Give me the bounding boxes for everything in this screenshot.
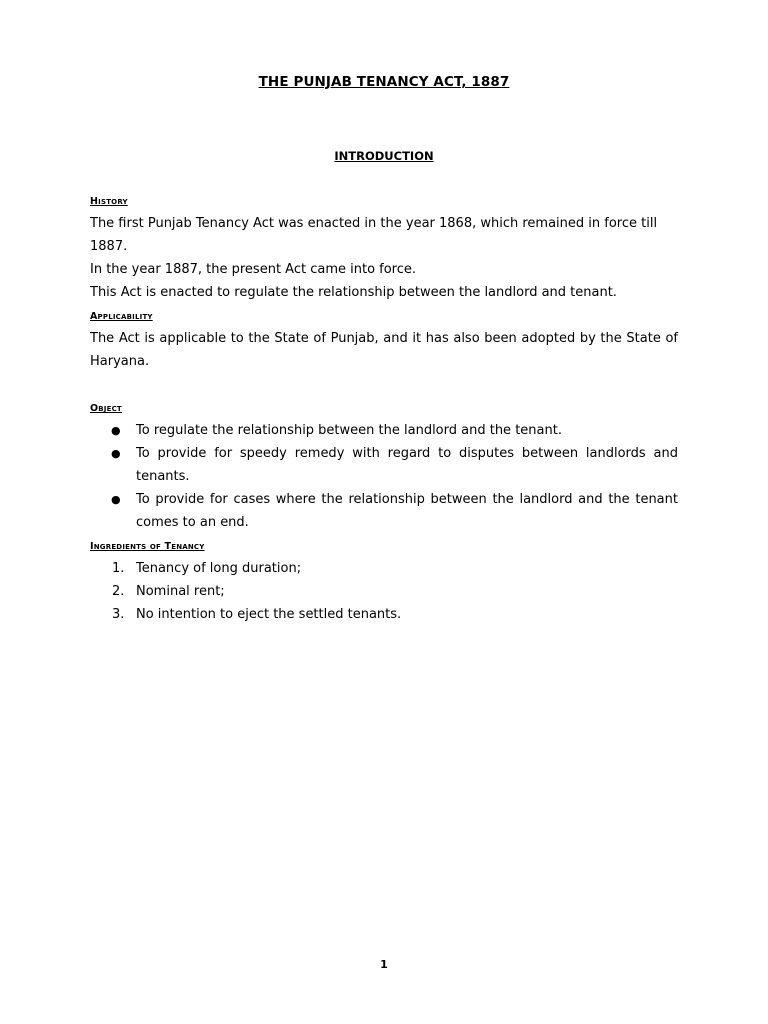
section-heading-applicability: Applicability (90, 311, 153, 322)
bullet-item-text: To provide for speedy remedy with regard to disputes between landlords and tenants. (136, 446, 678, 484)
item-number: 1. (112, 561, 125, 576)
bullet-item-text: To regulate the relationship between the landlord and the tenant. (136, 423, 562, 438)
section-heading-object: Object (90, 403, 122, 414)
numbered-item (90, 580, 678, 603)
section-history (90, 196, 678, 304)
bullet-icon: ● (111, 447, 121, 460)
history-line: In the year 1887, the present Act came into force. (90, 262, 417, 277)
item-text: No intention to eject the settled tenants. (136, 607, 402, 622)
history-line: This Act is enacted to regulate the relationship between the landlord and tenant. (90, 285, 617, 300)
item-text: Nominal rent; (136, 584, 225, 599)
bullet-item (90, 419, 678, 442)
bullet-icon: ● (111, 424, 121, 437)
section-ingredients (90, 541, 678, 626)
item-number: 2. (112, 584, 125, 599)
object-bullet-list (90, 419, 678, 534)
numbered-item (90, 557, 678, 580)
bullet-item (90, 442, 678, 488)
numbered-item (90, 603, 678, 626)
item-number: 3. (112, 607, 125, 622)
item-text: Tenancy of long duration; (136, 561, 302, 576)
history-line: The first Punjab Tenancy Act was enacted in the year 1868, which remained in force till 1887. (90, 216, 658, 254)
bullet-item-text: To provide for cases where the relationship between the landlord and the tenant comes to an end. (136, 492, 678, 530)
section-heading-ingredients: Ingredients of Tenancy (90, 541, 205, 552)
section-applicability (90, 311, 678, 373)
applicability-paragraph: The Act is applicable to the State of Punjab, and it has also been adopted by the State of Haryana. (90, 331, 678, 369)
document-title: THE PUNJAB TENANCY ACT, 1887 (258, 74, 510, 90)
document-subtitle: INTRODUCTION (334, 149, 434, 163)
page-number: 1 (380, 958, 388, 971)
bullet-icon: ● (111, 493, 121, 506)
section-object (90, 403, 678, 534)
ingredients-numbered-list (90, 557, 678, 626)
section-heading-history: History (90, 196, 128, 207)
bullet-item (90, 488, 678, 534)
